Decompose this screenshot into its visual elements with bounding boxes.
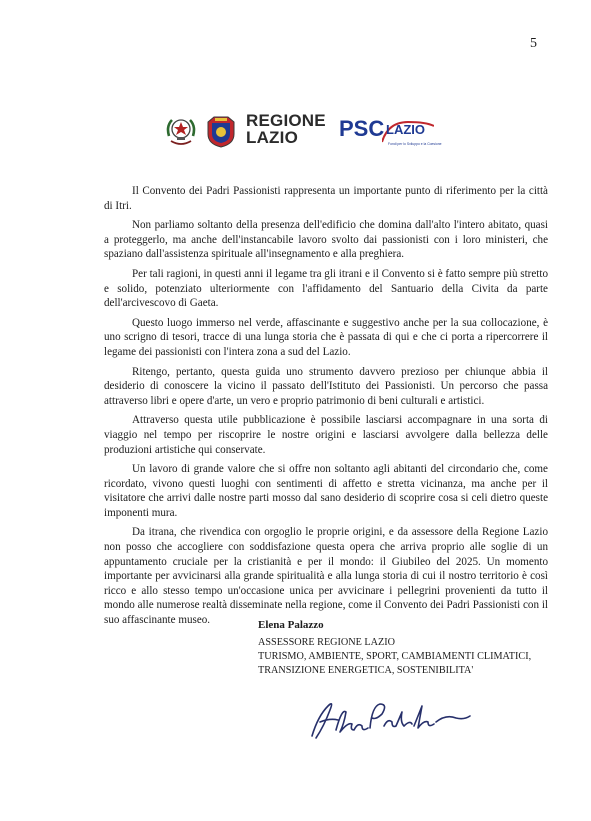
region-logo-text [246, 112, 326, 146]
page-number: 5 [530, 36, 537, 51]
psc-lazio-logo: LAZIO [386, 122, 425, 137]
region-logo-line2: LAZIO [246, 128, 298, 147]
letter-body [104, 184, 548, 633]
signer-title: ASSESSORE REGIONE LAZIO [258, 637, 395, 648]
paragraph: Non parliamo soltanto della presenza dell'edificio che domina dall'alto l'intero abitato, quasi a proteggerlo, ma anche dell'instancabile lavoro svolto dai passionisti con i loro ministeri, che spaziano dall'assistenza spirituale all'insegnamento e alla preghiera. [104, 219, 548, 261]
psc-fund-note: Fondi per lo Sviluppo e la Coesione [388, 142, 442, 146]
paragraph: Un lavoro di grande valore che si offre non soltanto agli abitanti del circondario che, come ricordato, vivono questi luoghi con sentimenti di affetto e stretta vicinanza, ma anche per il visitatore che arrivi dalle nostre parti mosso dal sano desiderio di scoprire cosa si celi dietro queste imponenti mura. [104, 463, 548, 519]
signer-portfolio-line2: TRANSIZIONE ENERGETICA, SOSTENIBILITA' [258, 665, 474, 676]
paragraph: Per tali ragioni, in questi anni il legame tra gli itrani e il Convento si è fatto sempre più stretto e solido, potenziato ulteriormente con l'affidamento del Santuario della Civita da parte dell'arcivescovo di Gaeta. [104, 267, 548, 310]
signer-portfolio-line1: TURISMO, AMBIENTE, SPORT, CAMBIAMENTI CLIMATICI, [258, 651, 532, 662]
paragraph: Da itrana, che rivendica con orgoglio le proprie origini, e da assessore della Regione Lazio non posso che accogliere con soddisfazione questa opera che arriva proprio alle soglie di un appuntamento cruciale per la cristianità e per il mondo: il Giubileo del 2025. Un momento importante per avvicinarsi alla grande spiritualità e alla lunga storia di cui il nostro territorio è così ricco e allo stesso tempo un'occasione unica per avvicinare i pellegrini provenienti da tutto il mondo alle numerose realtà disseminate nella regione, come il Convento dei Padri Passionisti con il suo affascinante museo. [104, 526, 548, 627]
paragraph: Attraverso questa utile pubblicazione è possibile lasciarsi accompagnare in una sorta di viaggio nel tempo per riscoprire le nostre origini e lasciarsi avvolgere dalla bellezza delle produzioni artistiche qui conservate. [104, 414, 548, 456]
signer-name: Elena Palazzo [258, 619, 324, 631]
region-logo-line1: REGIONE [246, 111, 326, 130]
lazio-region-emblem-icon [204, 114, 238, 148]
signature-block [258, 618, 531, 678]
italian-republic-emblem-icon [164, 114, 198, 148]
psc-logo: PSC [339, 116, 385, 141]
paragraph: Il Convento dei Padri Passionisti rappresenta un importante punto di riferimento per la città di Itri. [104, 185, 548, 212]
paragraph: Questo luogo immerso nel verde, affascinante e suggestivo anche per la sua collocazione, è uno scrigno di tesori, tracce di una lunga storia che è passata di qui e che ci porta a ripercorrere il legame dei passionisti con l'intera zona a sud del Lazio. [104, 316, 548, 358]
paragraph: Ritengo, pertanto, questa guida uno strumento davvero prezioso per chiunque abbia il desiderio di conoscere la vicino il passato dell'Istituto dei Passionisti. Un percorso che passa attraverso libri e opere d'arte, un vero e proprio patrimonio di beni culturali e artistici. [104, 365, 548, 407]
handwritten-signature [306, 692, 476, 744]
logo-header [164, 108, 444, 158]
